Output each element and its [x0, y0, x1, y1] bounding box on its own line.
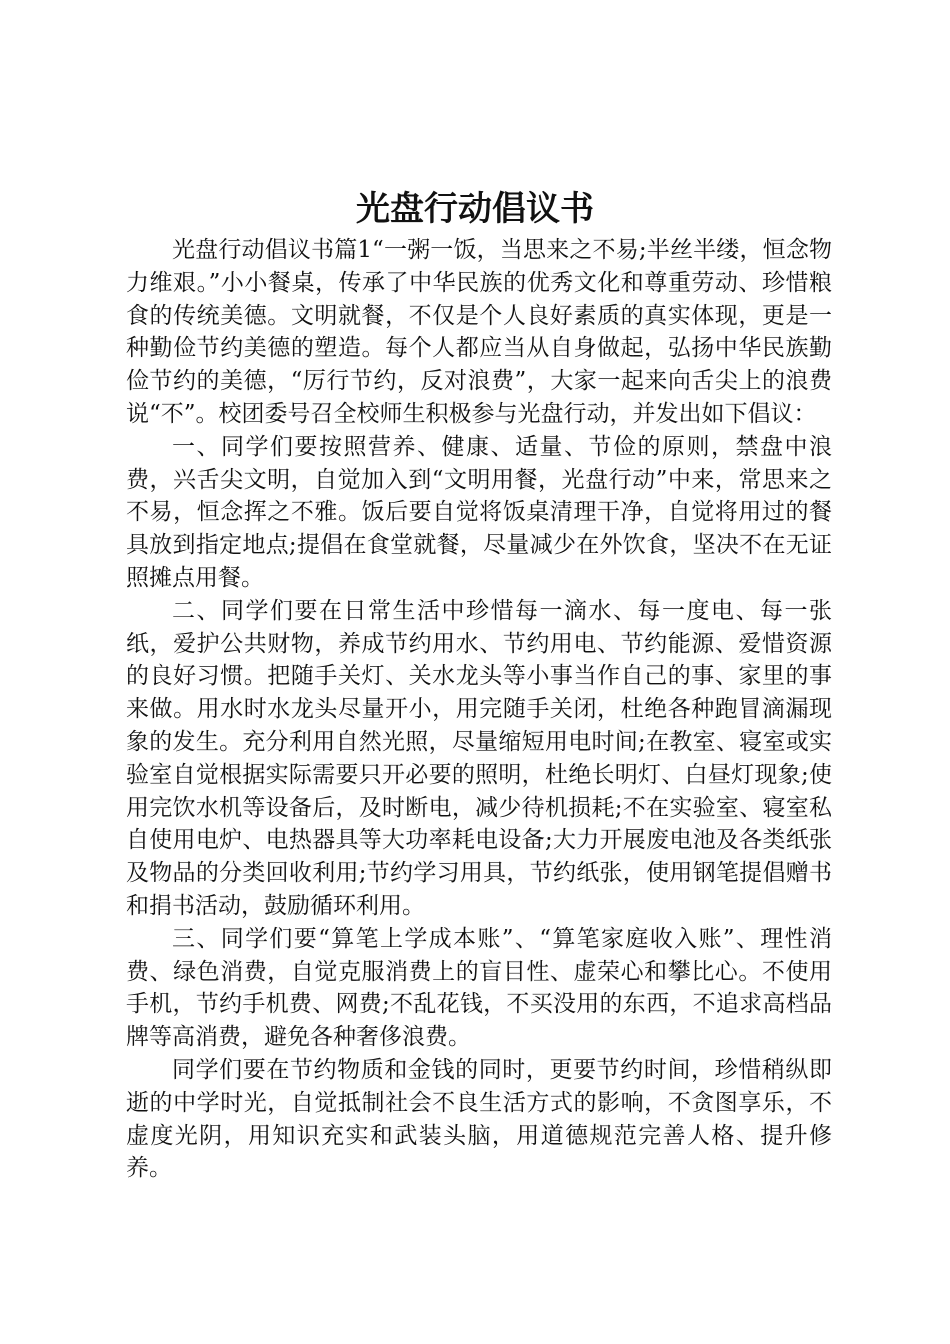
proposal-two-paragraph: 二、同学们要在日常生活中珍惜每一滴水、每一度电、每一张纸，爱护公共财物，养成节约用水、节约用电、节约能源、爱惜资源的良好习惯。把随手关灯、关水龙头等小事当作自己的事、家里的事来做。用水时水龙头尽量开小，用完随手关闭，杜绝各种跑冒滴漏现象的发生。充分利用自然光照，尽量缩短用电时间;在教室、寝室或实验室自觉根据实际需要只开必要的照明，杜绝长明灯、白昼灯现象;使用完饮水机等设备后，及时断电，减少待机损耗;不在实验室、寝室私自使用电炉、电热器具等大功率耗电设备;大力开展废电池及各类纸张及物品的分类回收利用;节约学习用具，节约纸张，使用钢笔提倡赠书和捐书活动，鼓励循环利用。: [126, 597, 832, 919]
proposal-one-paragraph: 一、同学们要按照营养、健康、适量、节俭的原则，禁盘中浪费，兴舌尖文明，自觉加入到“文明用餐，光盘行动”中来，常思来之不易，恒念挥之不雅。饭后要自觉将饭桌清理干净，自觉将用过的餐具放到指定地点;提倡在食堂就餐，尽量减少在外饮食，坚决不在无证照摊点用餐。: [126, 433, 832, 591]
intro-paragraph: 光盘行动倡议书篇1“一粥一饭，当思来之不易;半丝半缕，恒念物力维艰。”小小餐桌，传承了中华民族的优秀文化和尊重劳动、珍惜粮食的传统美德。文明就餐，不仅是个人良好素质的真实体现，更是一种勤俭节约美德的塑造。每个人都应当从自身做起，弘扬中华民族勤俭节约的美德，“厉行节约，反对浪费”，大家一起来向舌尖上的浪费说“不”。校团委号召全校师生积极参与光盘行动，并发出如下倡议：: [126, 237, 832, 427]
proposal-three-paragraph: 三、同学们要“算笔上学成本账”、“算笔家庭收入账”、理性消费、绿色消费，自觉克服消费上的盲目性、虚荣心和攀比心。不使用手机，节约手机费、网费;不乱花钱，不买没用的东西，不追求高档品牌等高消费，避免各种奢侈浪费。: [126, 925, 832, 1051]
closing-paragraph: 同学们要在节约物质和金钱的同时，更要节约时间，珍惜稍纵即逝的中学时光，自觉抵制社会不良生活方式的影响，不贪图享乐，不虚度光阴，用知识充实和武装头脑，用道德规范完善人格、提升修养。: [126, 1056, 832, 1182]
document-body: [126, 234, 832, 1185]
document-title: 光盘行动倡议书: [356, 189, 594, 229]
